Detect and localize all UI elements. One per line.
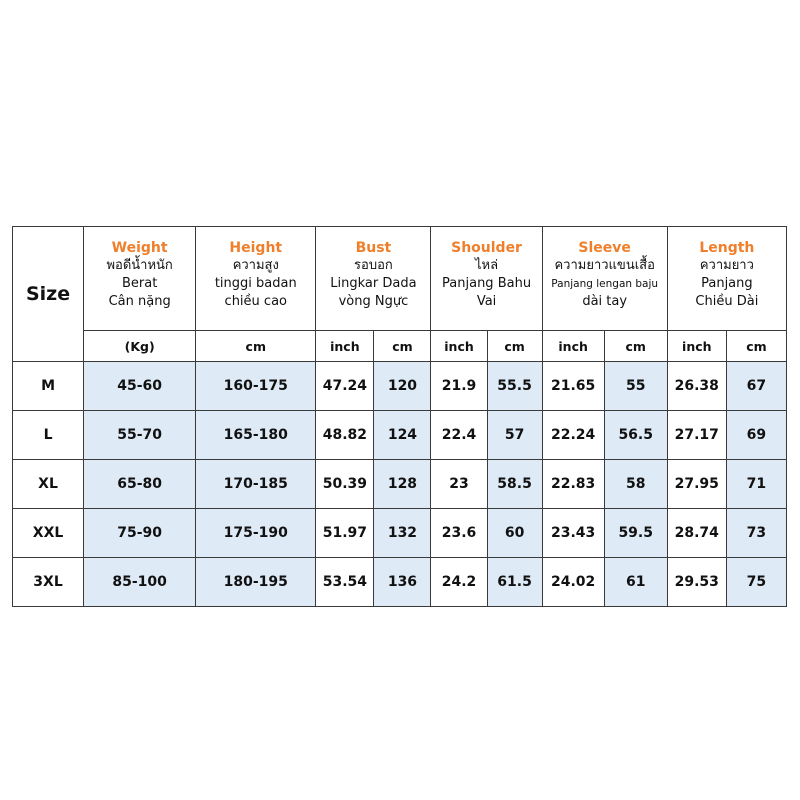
shoulder-header-title: Shoulder (451, 240, 522, 256)
value-cell: 124 (374, 411, 431, 460)
table-row (13, 362, 787, 411)
value-cell: 21.9 (431, 362, 487, 411)
value-cell: 22.24 (542, 411, 604, 460)
value-cell: 56.5 (604, 411, 667, 460)
weight-header-vietnamese: Cân nặng (108, 294, 171, 309)
size-header-label: Size (25, 283, 71, 305)
height-header-thai: ความสูง (232, 258, 279, 273)
shoulder-header-cell (431, 227, 542, 331)
table-row (13, 460, 787, 509)
value-cell: 55.5 (487, 362, 542, 411)
unit-cell: cm (487, 331, 542, 362)
value-cell: 175-190 (196, 509, 316, 558)
length-header-vietnamese: Chiều Dài (695, 294, 759, 309)
value-cell: 26.38 (667, 362, 726, 411)
value-cell: 61 (604, 558, 667, 607)
sleeve-header-thai: ความยาวแขนเสื้อ (554, 258, 655, 273)
bust-header-cell (316, 227, 431, 331)
value-cell: 170-185 (196, 460, 316, 509)
size-chart-body (13, 227, 787, 607)
value-cell: 59.5 (604, 509, 667, 558)
value-cell: 165-180 (196, 411, 316, 460)
sleeve-header-title: Sleeve (578, 240, 631, 256)
value-cell: 67 (726, 362, 786, 411)
value-cell: 136 (374, 558, 431, 607)
shoulder-header-malay: Panjang Bahu (442, 276, 532, 291)
value-cell: 69 (726, 411, 786, 460)
value-cell: 22.4 (431, 411, 487, 460)
length-header-cell (667, 227, 786, 331)
value-cell: 73 (726, 509, 786, 558)
value-cell: 29.53 (667, 558, 726, 607)
table-row (13, 558, 787, 607)
bust-header-thai: รอบอก (354, 258, 393, 273)
unit-cell: inch (316, 331, 374, 362)
weight-header-thai: พอดีน้ำหนัก (106, 258, 173, 273)
size-cell: L (13, 411, 84, 460)
value-cell: 24.2 (431, 558, 487, 607)
unit-cell: cm (604, 331, 667, 362)
value-cell: 128 (374, 460, 431, 509)
value-cell: 23 (431, 460, 487, 509)
value-cell: 22.83 (542, 460, 604, 509)
length-header-title: Length (699, 240, 755, 256)
value-cell: 45-60 (84, 362, 196, 411)
value-cell: 51.97 (316, 509, 374, 558)
size-header-cell (13, 227, 84, 362)
value-cell: 65-80 (84, 460, 196, 509)
unit-cell: inch (431, 331, 487, 362)
height-header-malay: tinggi badan (214, 276, 297, 291)
unit-cell: cm (196, 331, 316, 362)
value-cell: 58.5 (487, 460, 542, 509)
weight-header-cell (84, 227, 196, 331)
height-header-cell (196, 227, 316, 331)
value-cell: 57 (487, 411, 542, 460)
unit-cell: inch (667, 331, 726, 362)
unit-cell: cm (374, 331, 431, 362)
unit-cell: inch (542, 331, 604, 362)
height-header-title: Height (229, 240, 283, 256)
value-cell: 61.5 (487, 558, 542, 607)
height-header-vietnamese: chiều cao (224, 294, 287, 309)
value-cell: 55 (604, 362, 667, 411)
size-cell: 3XL (13, 558, 84, 607)
sleeve-header-malay: Panjang lengan baju (551, 278, 659, 290)
value-cell: 23.43 (542, 509, 604, 558)
value-cell: 23.6 (431, 509, 487, 558)
value-cell: 48.82 (316, 411, 374, 460)
value-cell: 180-195 (196, 558, 316, 607)
value-cell: 85-100 (84, 558, 196, 607)
length-header-thai: ความยาว (699, 258, 754, 273)
value-cell: 27.17 (667, 411, 726, 460)
size-cell: XL (13, 460, 84, 509)
bust-header-malay: Lingkar Dada (330, 276, 417, 291)
size-cell: M (13, 362, 84, 411)
header-row (13, 227, 787, 331)
sleeve-header-cell (542, 227, 667, 331)
value-cell: 24.02 (542, 558, 604, 607)
unit-cell: cm (726, 331, 786, 362)
value-cell: 53.54 (316, 558, 374, 607)
table-row (13, 509, 787, 558)
size-cell: XXL (13, 509, 84, 558)
unit-cell: (Kg) (84, 331, 196, 362)
value-cell: 71 (726, 460, 786, 509)
length-header-malay: Panjang (701, 276, 753, 291)
value-cell: 50.39 (316, 460, 374, 509)
bust-header-title: Bust (355, 240, 392, 256)
value-cell: 75-90 (84, 509, 196, 558)
value-cell: 132 (374, 509, 431, 558)
weight-header-malay: Berat (121, 276, 158, 291)
shoulder-header-vietnamese: Vai (476, 294, 497, 309)
value-cell: 75 (726, 558, 786, 607)
unit-row (13, 331, 787, 362)
value-cell: 160-175 (196, 362, 316, 411)
value-cell: 28.74 (667, 509, 726, 558)
value-cell: 55-70 (84, 411, 196, 460)
value-cell: 58 (604, 460, 667, 509)
bust-header-vietnamese: vòng Ngực (338, 294, 409, 309)
value-cell: 27.95 (667, 460, 726, 509)
size-chart-table (12, 226, 787, 607)
value-cell: 60 (487, 509, 542, 558)
table-row (13, 411, 787, 460)
weight-header-title: Weight (111, 240, 168, 256)
value-cell: 120 (374, 362, 431, 411)
sleeve-header-vietnamese: dài tay (582, 294, 628, 309)
shoulder-header-thai: ไหล่ (475, 258, 499, 273)
value-cell: 21.65 (542, 362, 604, 411)
value-cell: 47.24 (316, 362, 374, 411)
